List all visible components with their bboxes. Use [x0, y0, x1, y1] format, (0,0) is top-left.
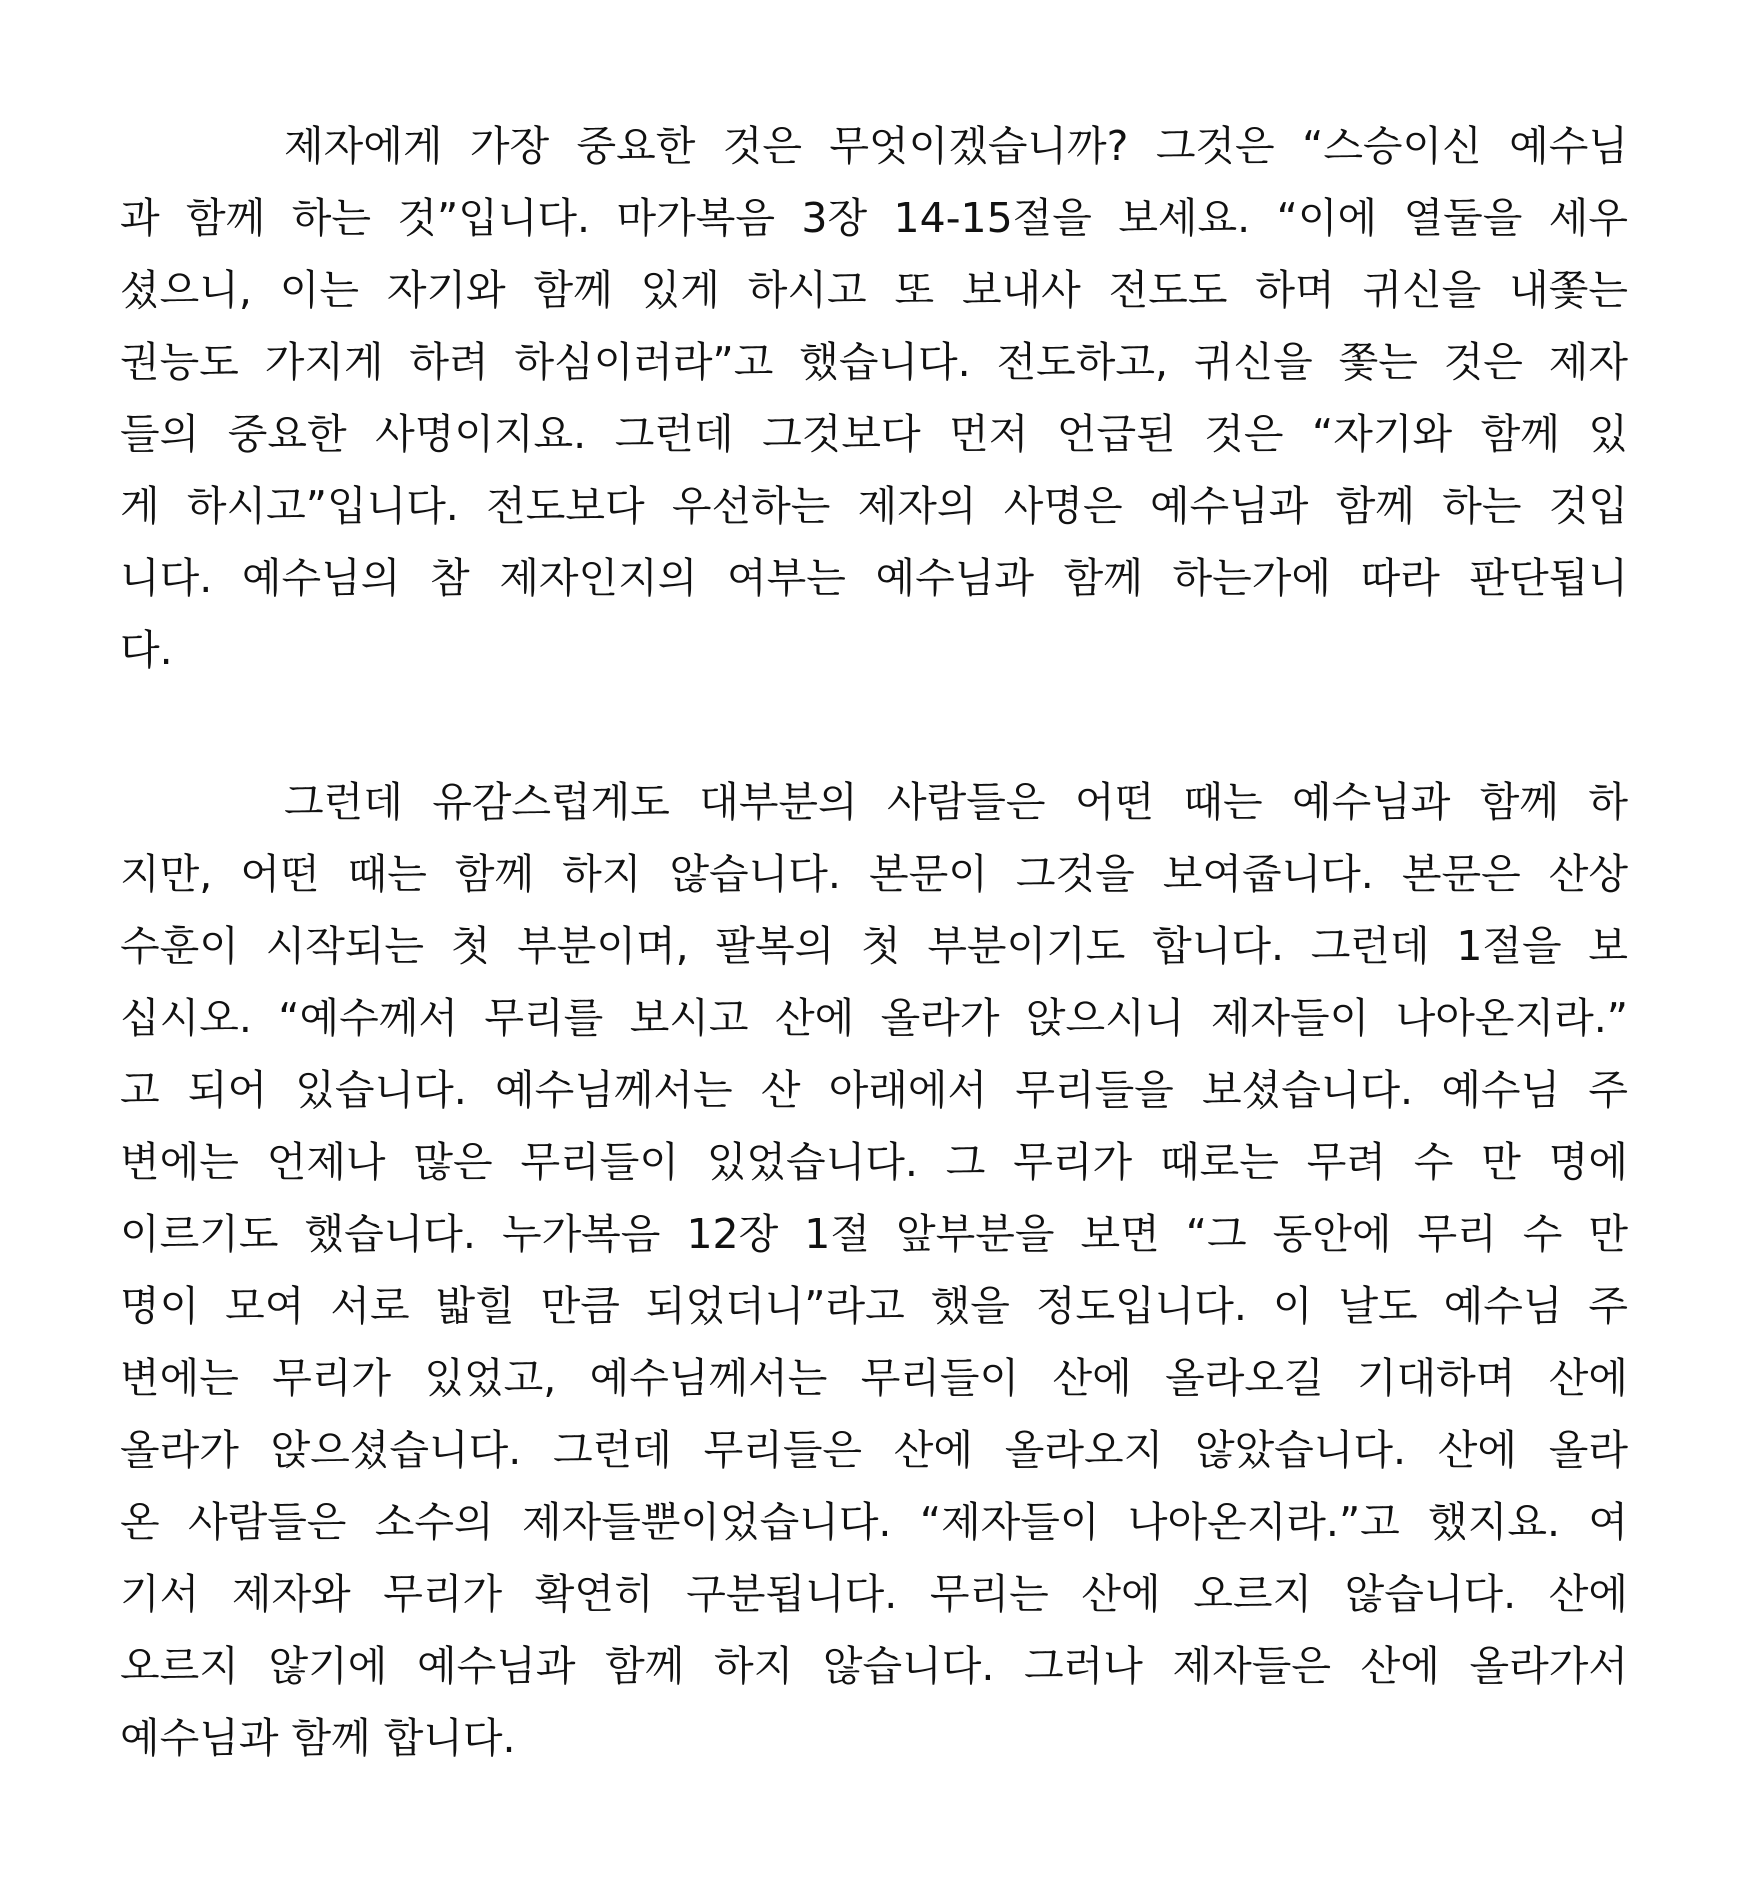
text-line: 셨으니, 이는 자기와 함께 있게 하시고 또 보내사 전도도 하며 귀신을 내쫓는	[120, 266, 1628, 314]
text-line: 변에는 무리가 있었고, 예수님께서는 무리들이 산에 올라오길 기대하며 산에	[120, 1354, 1628, 1402]
text-line: 지만, 어떤 때는 함께 하지 않습니다. 본문이 그것을 보여줍니다. 본문은 산상	[120, 850, 1628, 898]
text-line: 올라가 앉으셨습니다. 그런데 무리들은 산에 올라오지 않았습니다. 산에 올라	[120, 1426, 1628, 1474]
text-line: 변에는 언제나 많은 무리들이 있었습니다. 그 무리가 때로는 무려 수 만 명에	[120, 1138, 1628, 1186]
text-line: 고 되어 있습니다. 예수님께서는 산 아래에서 무리들을 보셨습니다. 예수님 주	[120, 1066, 1628, 1114]
text-line: 제자에게 가장 중요한 것은 무엇이겠습니까? 그것은 “스승이신 예수님	[284, 122, 1628, 170]
text-line: 오르지 않기에 예수님과 함께 하지 않습니다. 그러나 제자들은 산에 올라가서	[120, 1642, 1628, 1690]
text-line: 니다. 예수님의 참 제자인지의 여부는 예수님과 함께 하는가에 따라 판단됩니	[120, 554, 1628, 602]
text-line: 과 함께 하는 것”입니다. 마가복음 3장 14-15절을 보세요. “이에 열둘을 세우	[120, 194, 1628, 242]
text-line: 기서 제자와 무리가 확연히 구분됩니다. 무리는 산에 오르지 않습니다. 산에	[120, 1570, 1628, 1618]
text-line: 게 하시고”입니다. 전도보다 우선하는 제자의 사명은 예수님과 함께 하는 것입	[120, 482, 1628, 530]
text-line: 온 사람들은 소수의 제자들뿐이었습니다. “제자들이 나아온지라.”고 했지요. 여	[120, 1498, 1628, 1546]
text-line: 권능도 가지게 하려 하심이러라”고 했습니다. 전도하고, 귀신을 쫓는 것은 제자	[120, 338, 1628, 386]
text-line: 이르기도 했습니다. 누가복음 12장 1절 앞부분을 보면 “그 동안에 무리 수 만	[120, 1210, 1628, 1258]
text-line: 수훈이 시작되는 첫 부분이며, 팔복의 첫 부분이기도 합니다. 그런데 1절을 보	[120, 922, 1628, 970]
text-line: 명이 모여 서로 밟힐 만큼 되었더니”라고 했을 정도입니다. 이 날도 예수님 주	[120, 1282, 1628, 1330]
text-line: 다.	[120, 626, 173, 674]
text-line: 십시오. “예수께서 무리를 보시고 산에 올라가 앉으시니 제자들이 나아온지라.”	[120, 994, 1628, 1042]
text-line: 그런데 유감스럽게도 대부분의 사람들은 어떤 때는 예수님과 함께 하	[284, 778, 1628, 826]
text-line: 들의 중요한 사명이지요. 그런데 그것보다 먼저 언급된 것은 “자기와 함께 있	[120, 410, 1628, 458]
text-line: 예수님과 함께 합니다.	[120, 1714, 516, 1762]
